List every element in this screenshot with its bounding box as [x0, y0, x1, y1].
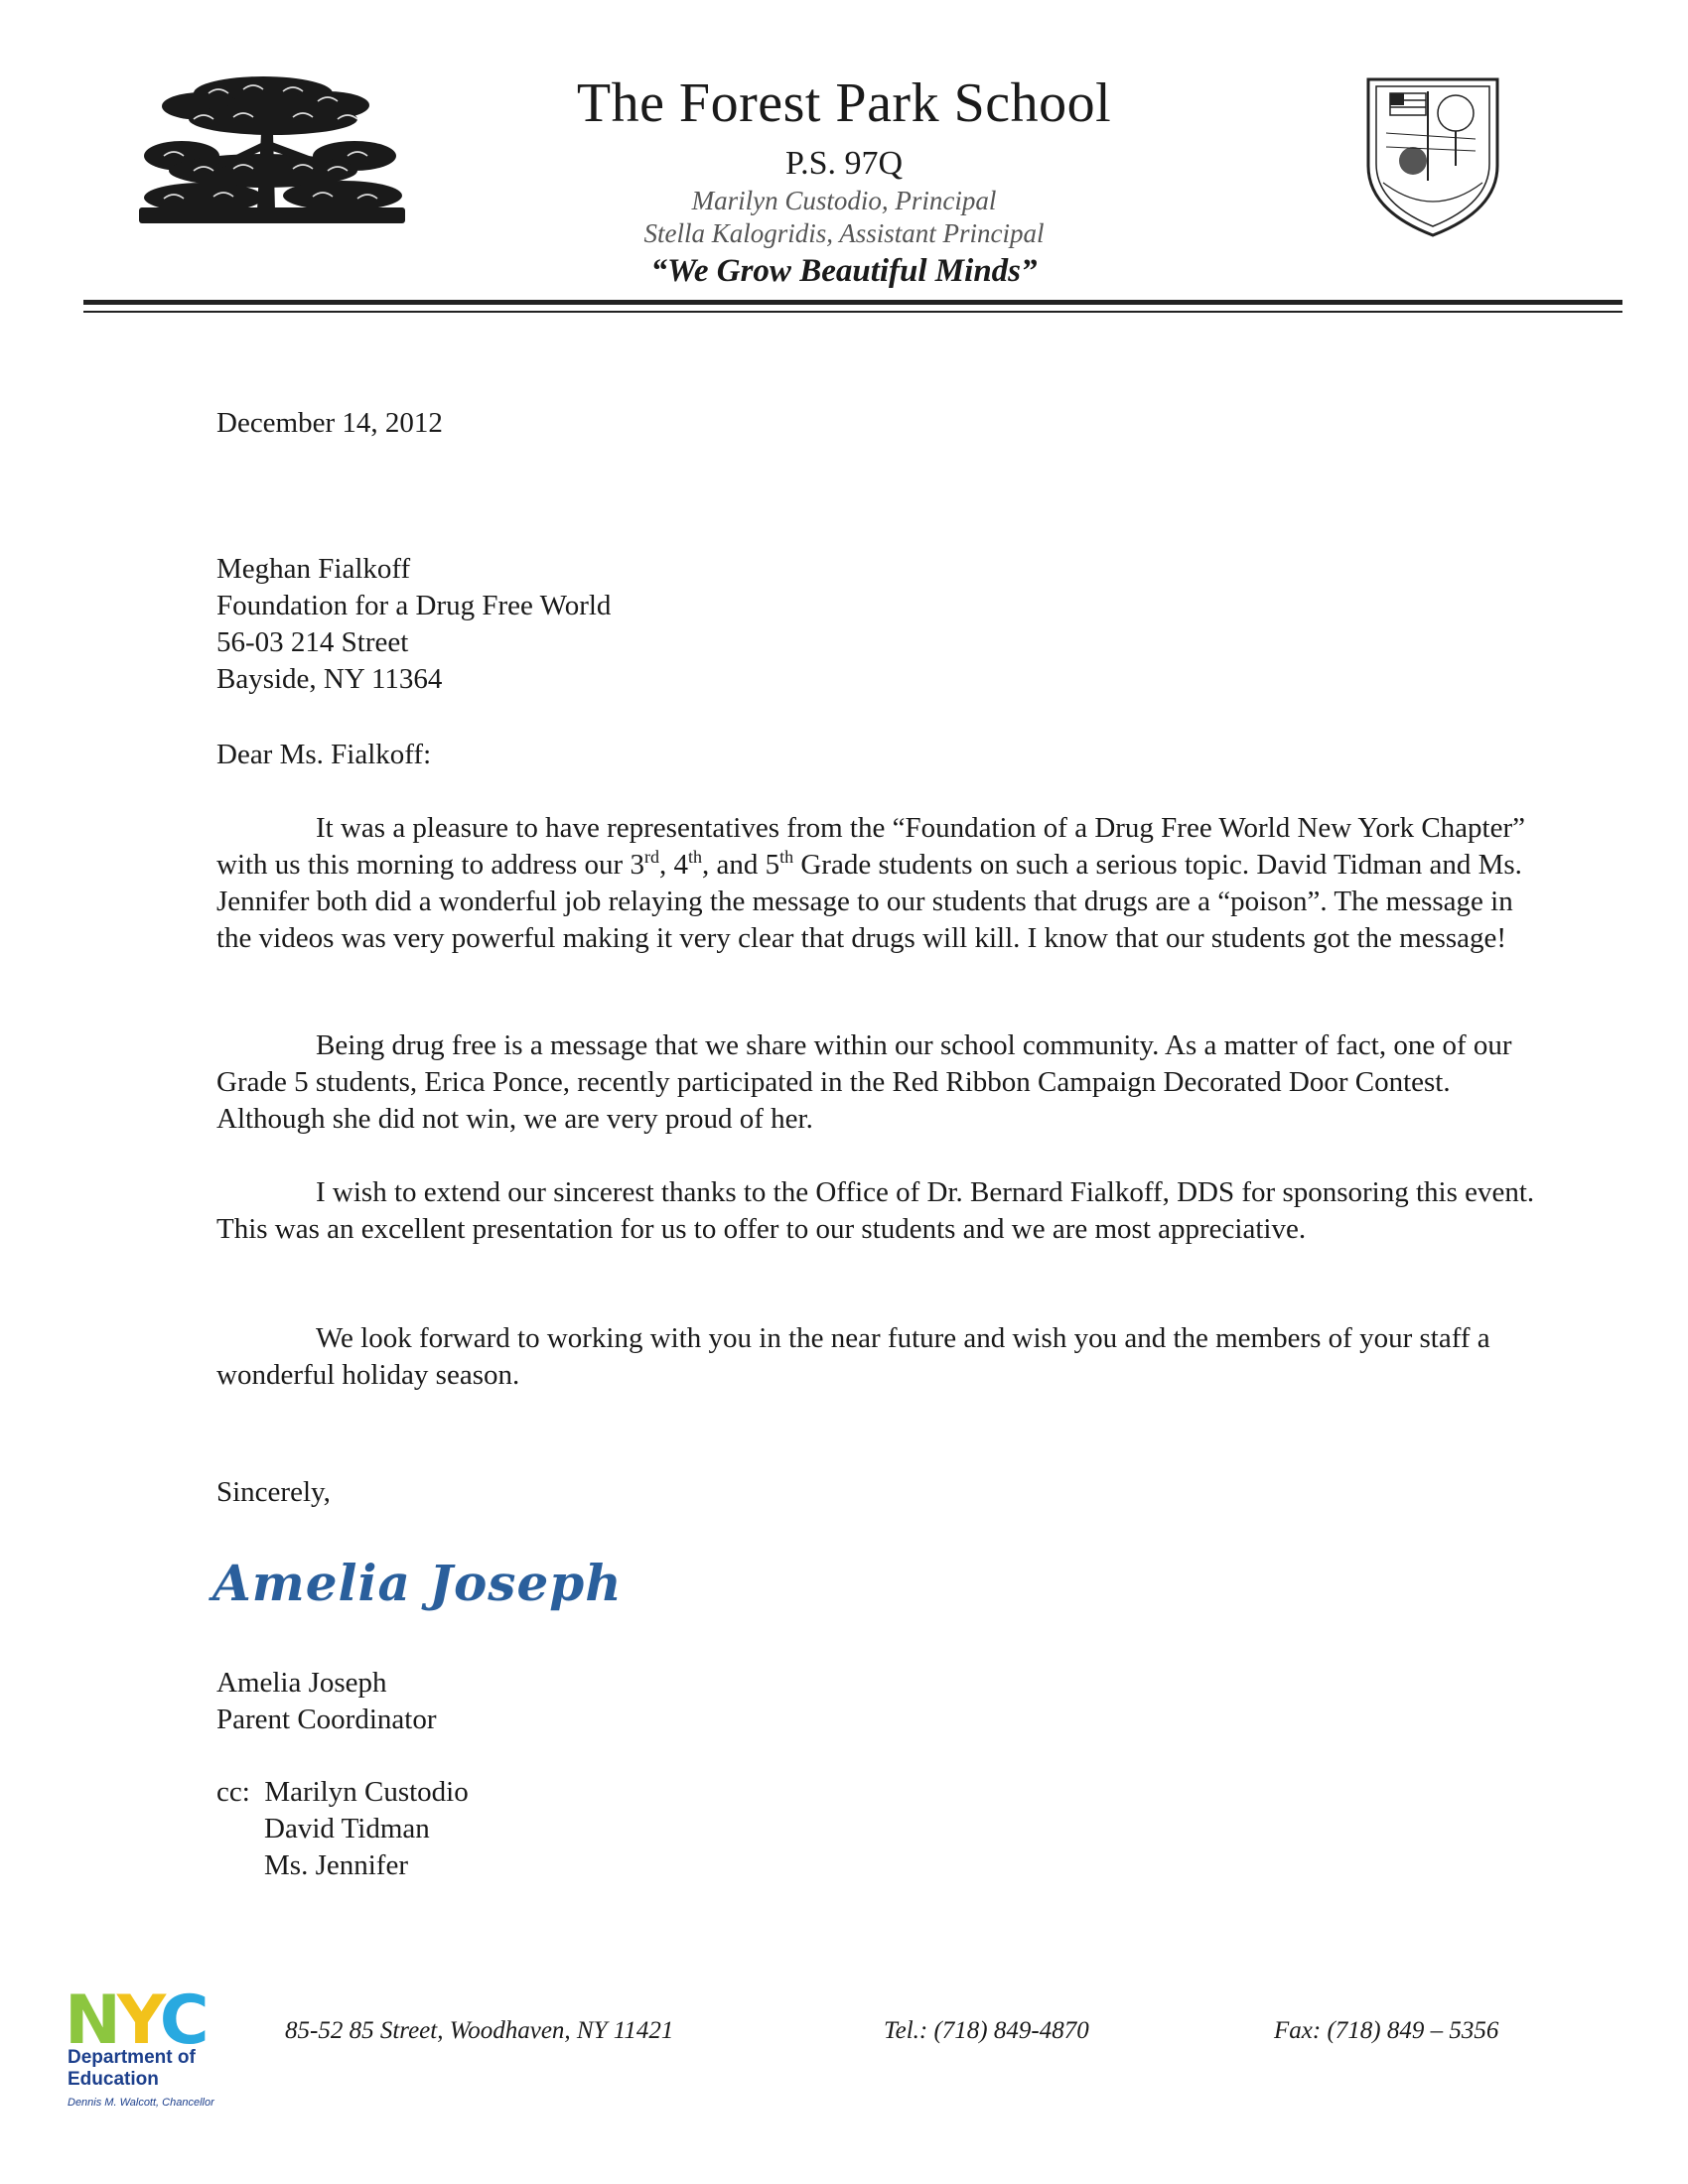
ordinal-suffix: th	[687, 847, 702, 867]
signer-block	[216, 1665, 436, 1738]
recipient-address	[216, 551, 611, 698]
cc-recipient: Marilyn Custodio	[264, 1776, 469, 1808]
department-name	[68, 2047, 196, 2091]
signer-title: Parent Coordinator	[216, 1704, 437, 1735]
recipient-street: 56-03 214 Street	[216, 626, 409, 658]
paragraph-3	[216, 1174, 1547, 1248]
assistant-principal-line: Stella Kalogridis, Assistant Principal	[643, 218, 1045, 248]
paragraph-1-text-a: It was a pleasure to have representatives from the “Foundation of a Drug Free World New York Chapter” with us this morning to address our 3	[216, 812, 1525, 881]
recipient-city: Bayside, NY 11364	[216, 663, 443, 695]
chancellor-name: Dennis M. Walcott, Chancellor	[68, 2097, 214, 2109]
paragraph-2-text: Being drug free is a message that we share within our school community. As a matter of fact, one of our Grade 5 students, Erica Ponce, recently participated in the Red Ribbon Campaign Decorated Door Contest. Although she did not win, we are very proud of her.	[216, 1029, 1512, 1135]
department-line-2: Education	[68, 2069, 159, 2090]
ordinal-suffix: th	[779, 847, 794, 867]
cc-recipient: David Tidman	[264, 1813, 430, 1844]
paragraph-4-text: We look forward to working with you in the near future and wish you and the members of your staff a wonderful holiday season.	[216, 1322, 1490, 1391]
principal-line: Marilyn Custodio, Principal	[691, 186, 997, 215]
letterhead-rule	[83, 300, 1622, 305]
paragraph-3-text: I wish to extend our sincerest thanks to the Office of Dr. Bernard Fialkoff, DDS for sponsoring this event. This was an excellent presentation for us to offer to our students and we are most appreciative.	[216, 1176, 1535, 1245]
department-line-1: Department of	[68, 2047, 196, 2068]
cc-list	[216, 1774, 469, 1884]
paragraph-2	[216, 1027, 1547, 1138]
svg-text:NYC	[65, 1985, 206, 2050]
school-code: P.S. 97Q	[784, 145, 904, 182]
nyc-logo-letter: N	[65, 1985, 117, 2050]
footer-address: 85-52 85 Street, Woodhaven, NY 11421	[285, 2017, 674, 2044]
nyc-logo-letter: Y	[116, 1985, 160, 2050]
nyc-doe-logo-icon	[65, 1985, 253, 2050]
paragraph-1	[216, 810, 1547, 957]
cc-recipient: Ms. Jennifer	[264, 1849, 408, 1881]
letterhead-rule-thin	[83, 311, 1622, 313]
nyc-logo-letter: C	[159, 1985, 206, 2050]
footer-fax: Fax: (718) 849 – 5356	[1274, 2017, 1499, 2044]
paragraph-1-text-b: , 4	[658, 849, 688, 881]
ordinal-suffix: rd	[643, 847, 659, 867]
salutation: Dear Ms. Fialkoff:	[216, 739, 432, 770]
closing: Sincerely,	[216, 1476, 331, 1508]
recipient-name: Meghan Fialkoff	[216, 553, 411, 585]
footer-telephone: Tel.: (718) 849-4870	[884, 2017, 1089, 2044]
school-crest-icon	[1358, 71, 1507, 240]
cc-label: cc:	[216, 1776, 250, 1808]
handwritten-signature: Amelia Joseph	[212, 1554, 623, 1612]
paragraph-4	[216, 1320, 1547, 1394]
paragraph-1-text-d: Grade students on such a serious topic. David Tidman and Ms. Jennifer both did a wonderful job relaying the message to our students that drugs are a “poison”. The message in the videos was very powerful making it very clear that drugs will kill. I know that our students got the message!	[216, 849, 1522, 954]
school-name: The Forest Park School	[576, 72, 1112, 134]
paragraph-1-text-c: , and 5	[701, 849, 780, 881]
recipient-organization: Foundation for a Drug Free World	[216, 590, 612, 621]
school-motto: “We Grow Beautiful Minds”	[650, 253, 1038, 289]
letter-date: December 14, 2012	[216, 407, 443, 439]
signer-name: Amelia Joseph	[216, 1667, 387, 1699]
